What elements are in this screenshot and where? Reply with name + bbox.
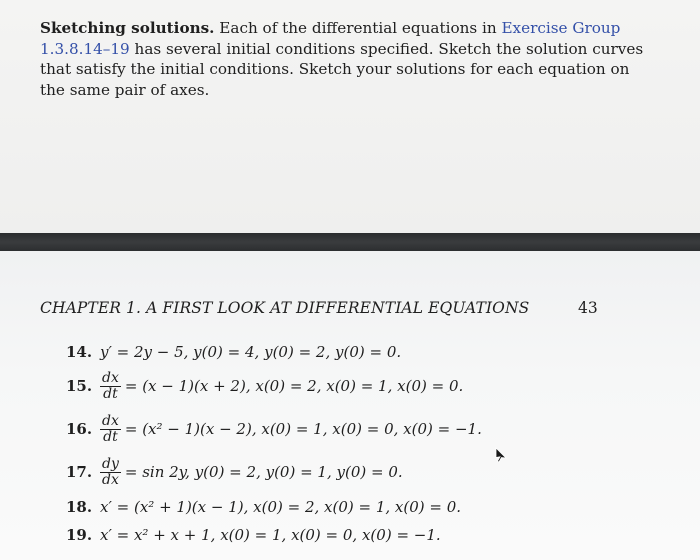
intro-paragraph [40, 18, 650, 100]
exercise-equation: y′ = 2y − 5, y(0) = 4, y(0) = 2, y(0) = 0. [100, 343, 402, 361]
exercise-number: 17. [66, 463, 93, 481]
derivative-fraction [100, 371, 121, 402]
mouse-pointer-icon [494, 447, 508, 463]
exercise-number: 14. [66, 343, 93, 361]
derivative-fraction [100, 457, 121, 488]
intro-heading: Sketching solutions. [40, 19, 215, 37]
derivative-fraction [100, 414, 121, 445]
intro-text-after-link: has several initial conditions specified. Sketch the solution curves that satisfy the initial conditions. Sketch your solutions for each equation on the same pair of axes. [40, 39, 644, 99]
exercise-equation: = (x − 1)(x + 2), x(0) = 2, x(0) = 1, x(0) = 0. [124, 377, 464, 395]
exercise-15 [66, 369, 463, 403]
exercise-number: 16. [66, 420, 93, 438]
intro-text-before-link: Each of the differential equations in [219, 19, 497, 37]
exercise-number: 18. [66, 498, 93, 516]
fraction-numerator: dy [102, 455, 119, 472]
page-divider-band [0, 233, 700, 251]
chapter-title: CHAPTER 1. A FIRST LOOK AT DIFFERENTIAL EQUATIONS [40, 299, 530, 317]
exercise-16 [66, 412, 482, 446]
exercise-equation: x′ = x² + x + 1, x(0) = 1, x(0) = 0, x(0) = −1. [100, 526, 441, 544]
exercise-equation: = (x² − 1)(x − 2), x(0) = 1, x(0) = 0, x(0) = −1. [124, 420, 482, 438]
exercise-14 [66, 335, 401, 369]
fraction-denominator: dx [102, 471, 119, 488]
exercise-equation: x′ = (x² + 1)(x − 1), x(0) = 2, x(0) = 1, x(0) = 0. [100, 498, 462, 516]
fraction-numerator: dx [102, 412, 119, 429]
exercise-number: 19. [66, 526, 93, 544]
fraction-denominator: dt [103, 428, 118, 445]
exercise-17 [66, 455, 403, 489]
exercise-group-link[interactable]: Exercise Group 1.3.8.14–19 [40, 19, 621, 58]
fraction-numerator: dx [102, 369, 119, 386]
exercise-19 [66, 518, 441, 552]
fraction-denominator: dt [103, 385, 118, 402]
page-number: 43 [578, 299, 598, 317]
exercise-equation: = sin 2y, y(0) = 2, y(0) = 1, y(0) = 0. [124, 463, 403, 481]
upper-page-region [0, 0, 700, 233]
exercise-number: 15. [66, 377, 93, 395]
